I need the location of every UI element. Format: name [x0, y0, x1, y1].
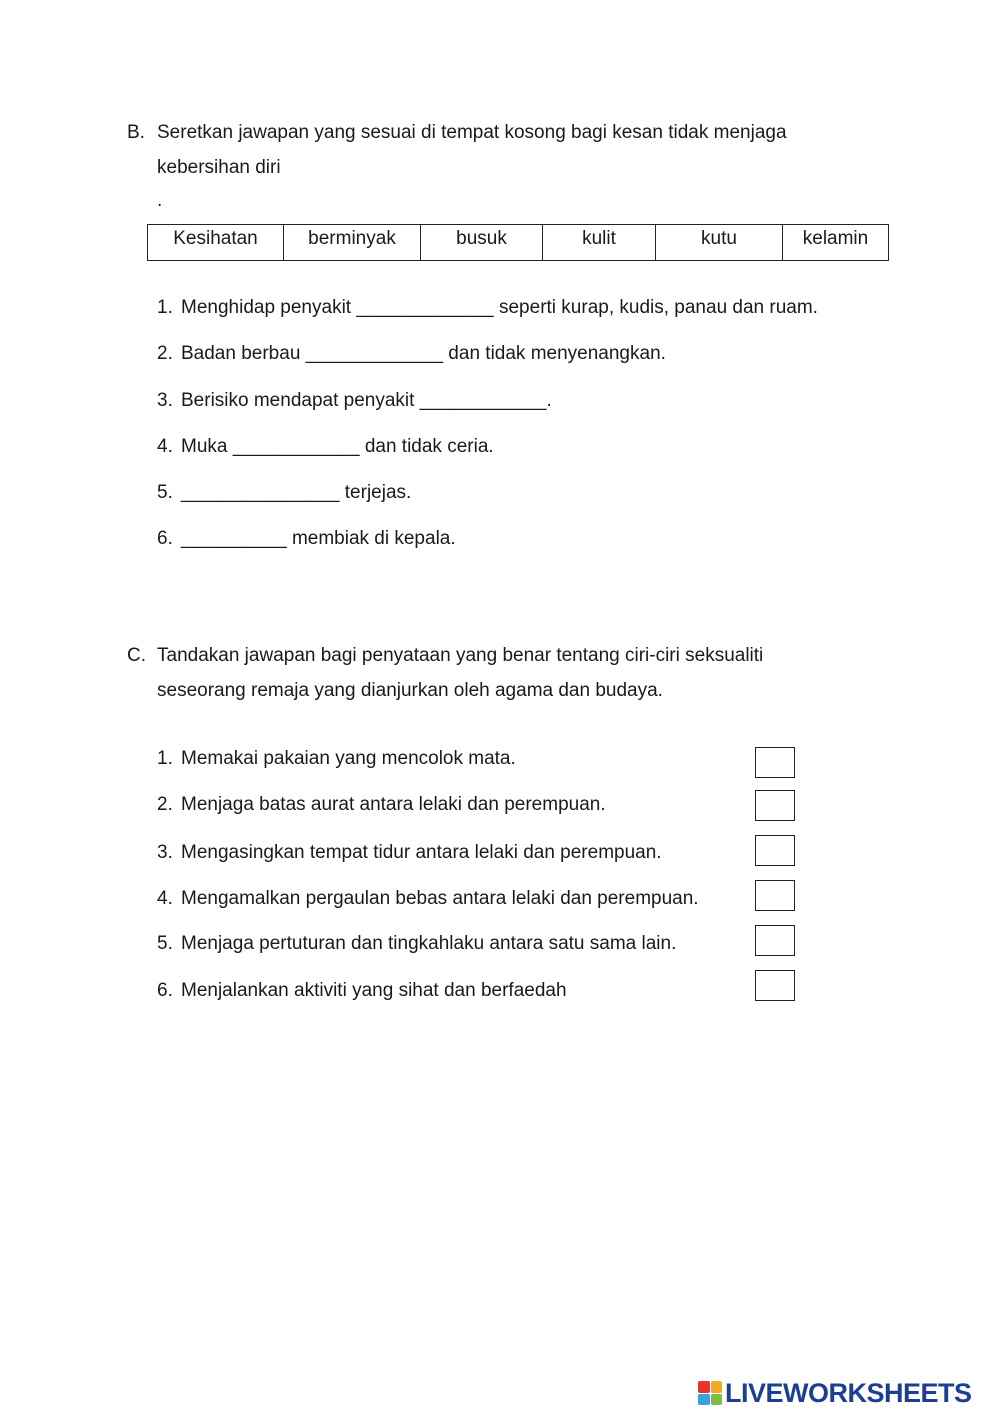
section-c-instruction-line1: Tandakan jawapan bagi penyataan yang benar tentang ciri-ciri seksualiti: [157, 645, 764, 666]
section-b-instruction-line1: Seretkan jawapan yang sesuai di tempat kosong bagi kesan tidak menjaga: [157, 122, 787, 143]
word-bank-table: [147, 224, 889, 261]
answer-checkbox[interactable]: [755, 790, 795, 821]
liveworksheets-logo-text: LIVEWORKSHEETS: [725, 1378, 972, 1408]
section-c-instruction-line2: seseorang remaja yang dianjurkan oleh agama dan budaya.: [157, 680, 663, 701]
section-b-item-number: 3.: [157, 390, 173, 411]
word-bank-item-kesihatan[interactable]: Kesihatan: [148, 225, 284, 261]
section-b-item-number: 5.: [157, 482, 173, 503]
section-b-item-text: Menghidap penyakit _____________ seperti kurap, kudis, panau dan ruam.: [181, 297, 818, 318]
answer-checkbox[interactable]: [755, 835, 795, 866]
section-b-item-number: 6.: [157, 528, 173, 549]
section-c-item-text: Mengasingkan tempat tidur antara lelaki dan perempuan.: [181, 842, 662, 863]
liveworksheets-logo-icon: [698, 1381, 722, 1405]
section-c-item-text: Memakai pakaian yang mencolok mata.: [181, 748, 516, 769]
section-b-item-text: Berisiko mendapat penyakit ____________.: [181, 390, 552, 411]
section-b-item-number: 1.: [157, 297, 173, 318]
section-c-item-text: Mengamalkan pergaulan bebas antara lelaki dan perempuan.: [181, 888, 699, 909]
section-b-instruction-line2: kebersihan diri: [157, 157, 281, 178]
section-b-item-text: Muka ____________ dan tidak ceria.: [181, 436, 494, 457]
answer-checkbox[interactable]: [755, 747, 795, 778]
section-c-item-number: 5.: [157, 933, 173, 954]
answer-checkbox[interactable]: [755, 925, 795, 956]
word-bank-item-busuk[interactable]: busuk: [421, 225, 543, 261]
section-b-item-number: 2.: [157, 343, 173, 364]
section-c-item-text: Menjaga batas aurat antara lelaki dan perempuan.: [181, 794, 606, 815]
section-c-item-number: 4.: [157, 888, 173, 909]
section-c-letter: C.: [127, 645, 146, 666]
word-bank-item-kutu[interactable]: kutu: [656, 225, 783, 261]
section-b-dot: .: [157, 190, 163, 211]
section-c-item-number: 3.: [157, 842, 173, 863]
section-c-item-text: Menjaga pertuturan dan tingkahlaku antara satu sama lain.: [181, 933, 677, 954]
word-bank-item-kulit[interactable]: kulit: [543, 225, 656, 261]
answer-checkbox[interactable]: [755, 880, 795, 911]
section-b-item-text: __________ membiak di kepala.: [181, 528, 456, 549]
section-c-item-number: 1.: [157, 748, 173, 769]
answer-checkbox[interactable]: [755, 970, 795, 1001]
section-b-item-text: _______________ terjejas.: [181, 482, 412, 503]
section-b-letter: B.: [127, 122, 145, 143]
word-bank-item-berminyak[interactable]: berminyak: [284, 225, 421, 261]
word-bank-item-kelamin[interactable]: kelamin: [783, 225, 889, 261]
section-b-item-text: Badan berbau _____________ dan tidak menyenangkan.: [181, 343, 666, 364]
section-b-item-number: 4.: [157, 436, 173, 457]
section-c-item-text: Menjalankan aktiviti yang sihat dan berfaedah: [181, 980, 567, 1001]
section-c-item-number: 6.: [157, 980, 173, 1001]
section-c-item-number: 2.: [157, 794, 173, 815]
